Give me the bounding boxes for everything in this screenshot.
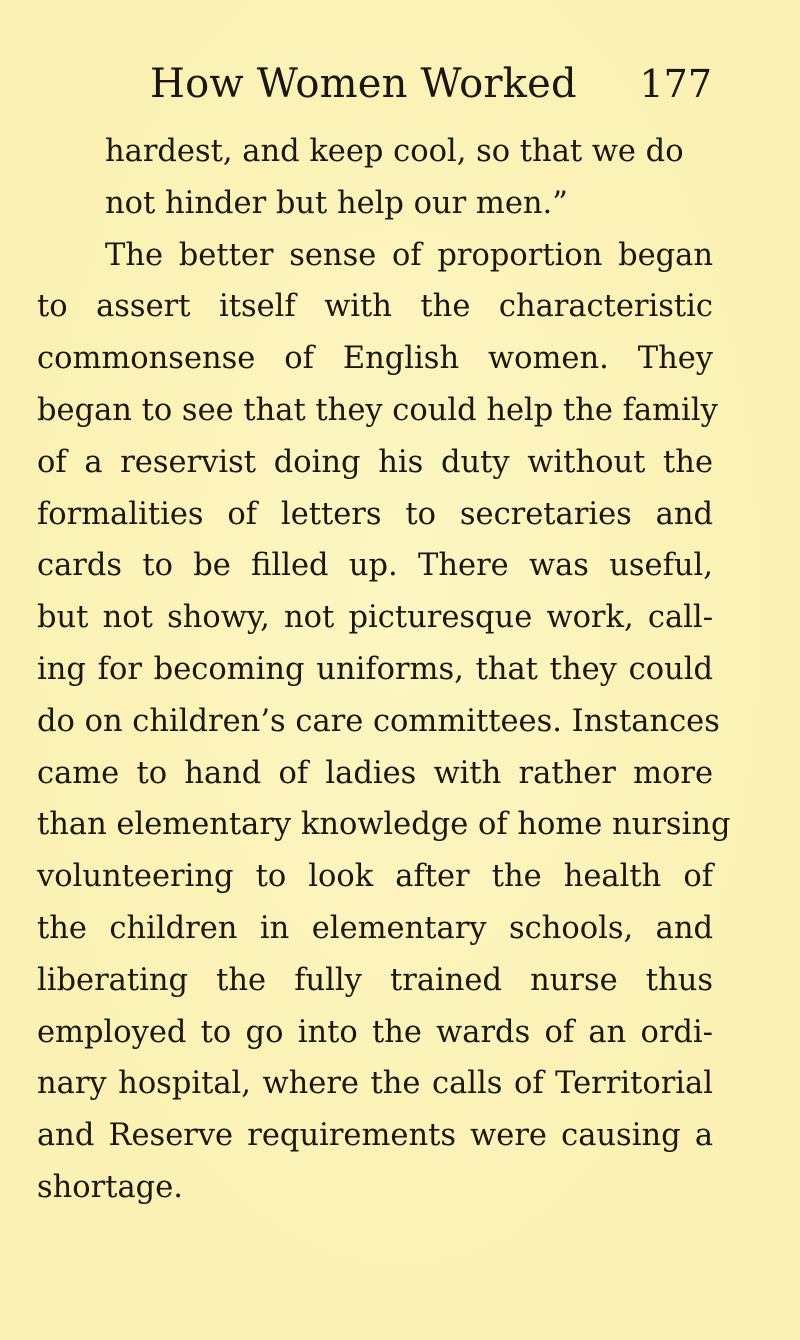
text-line: to assert itself with the characteristic: [37, 289, 713, 325]
text-line: not hinder but help our men.”: [105, 185, 568, 221]
body-text: [37, 126, 731, 1214]
text-line: employed to go into the wards of an ordi-: [37, 1014, 713, 1050]
text-line: nary hospital, where the calls of Territorial: [37, 1066, 713, 1102]
text-line: liberating the fully trained nurse thus: [37, 962, 713, 998]
text-line: volunteering to look after the health of: [37, 859, 713, 895]
page-number: 177: [639, 62, 712, 106]
text-line: than elementary knowledge of home nursing: [37, 807, 731, 843]
text-line: formalities of letters to secretaries and: [37, 496, 713, 532]
text-line: cards to be filled up. There was useful,: [37, 548, 713, 584]
text-line: do on children’s care committees. Instances: [37, 703, 720, 739]
text-line: the children in elementary schools, and: [37, 910, 713, 946]
running-head: [120, 58, 712, 110]
text-line: ing for becoming uniforms, that they could: [37, 651, 713, 687]
text-line: began to see that they could help the family: [37, 392, 718, 428]
text-line: commonsense of English women. They: [37, 341, 713, 377]
text-line: came to hand of ladies with rather more: [37, 755, 713, 791]
text-line: shortage.: [37, 1169, 183, 1205]
text-line: of a reservist doing his duty without the: [37, 444, 713, 480]
running-title: How Women Worked: [150, 61, 577, 107]
text-line: but not showy, not picturesque work, call-: [37, 600, 713, 636]
text-line: hardest, and keep cool, so that we do: [105, 134, 684, 169]
text-line: The better sense of proportion began: [105, 237, 713, 273]
text-line: and Reserve requirements were causing a: [37, 1118, 713, 1154]
